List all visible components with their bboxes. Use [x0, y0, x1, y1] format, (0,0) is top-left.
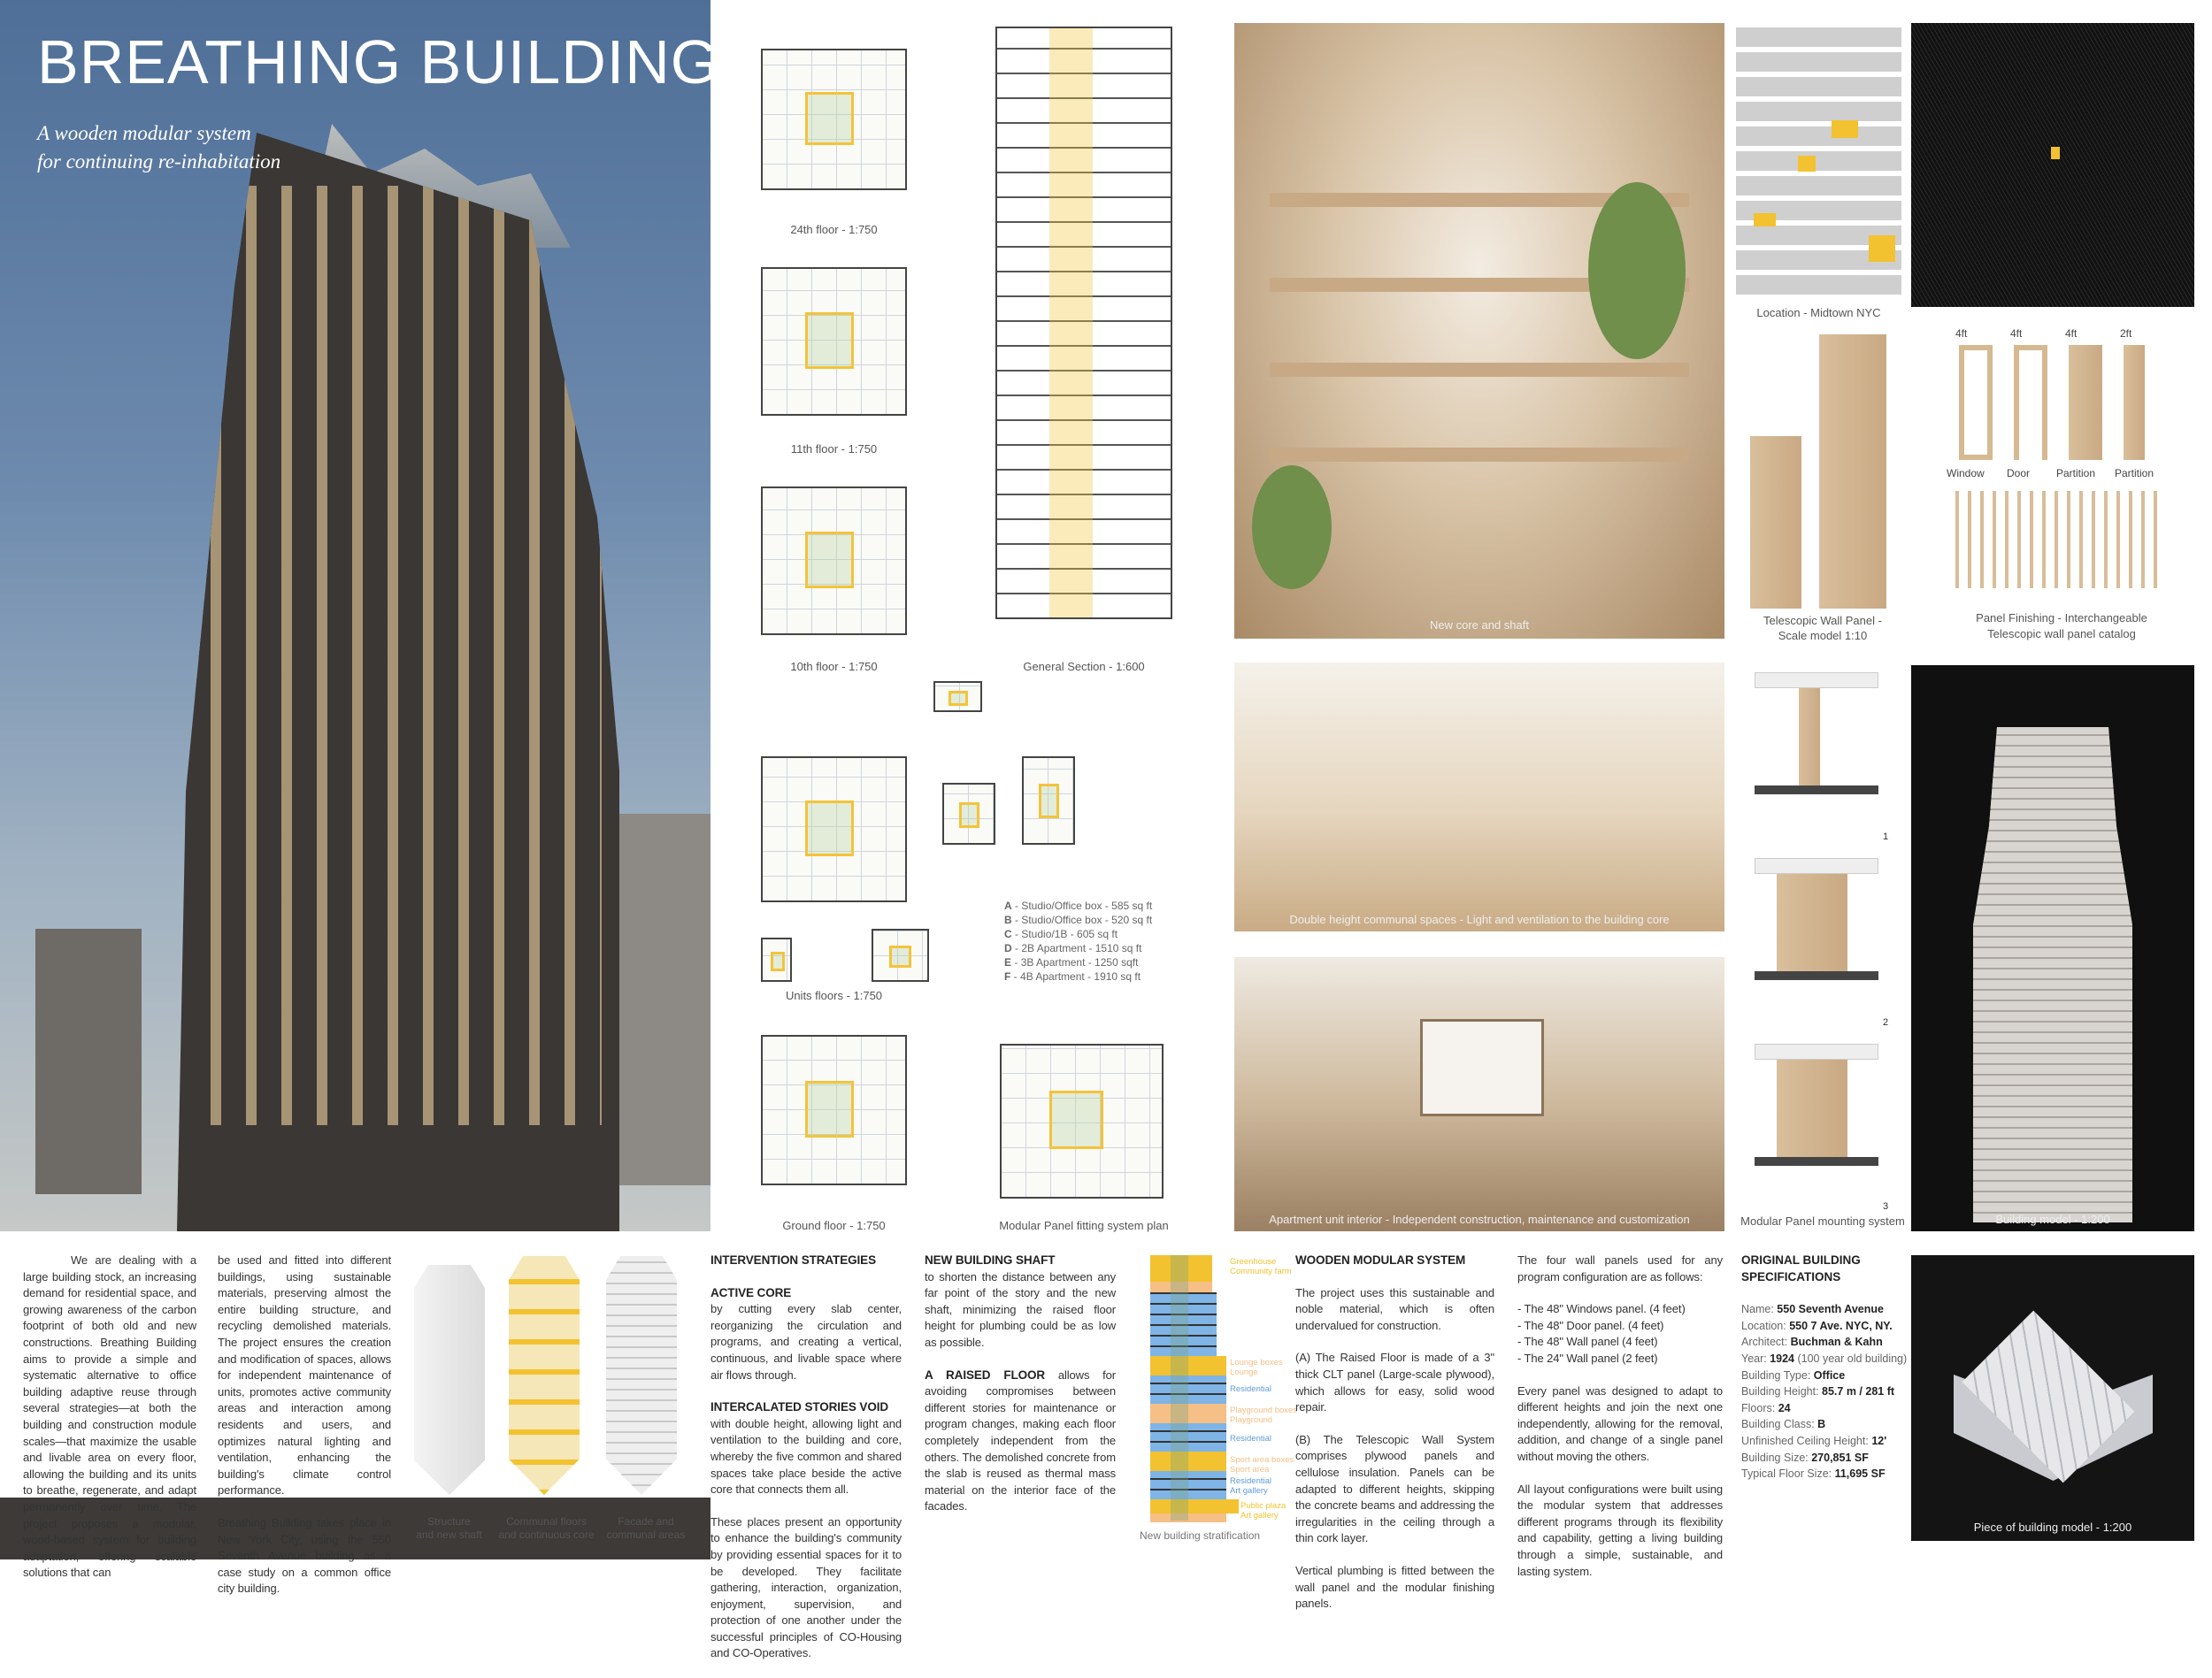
strat-label: Residential [1230, 1384, 1271, 1394]
size-label: 2ft [2120, 327, 2132, 340]
legend-item: E - 3B Apartment - 1250 sqft [1004, 956, 1139, 969]
telescopic-panel-model [1750, 334, 1897, 609]
plan-10th-floor [761, 487, 907, 635]
wooden-system-text: WOODEN MODULAR SYSTEM The project uses this sustainable and noble material, which is often undervalued for construction. (A) The Raised Floor is made of a 3" thick CLT panel (Large-scale plywood), which allows for easy, solid wood repair. (B) The Telescopic Wall System comprises plywood panels and cellulose insulation. Panels can be adapted to different heights, skipping the concrete beams and addressing the irregularities in the ceiling through a thin cork layer. Vertical plumbing is fitted between the wall panel and the modular finishing panels. [1295, 1253, 1494, 1611]
unit-legend [1004, 899, 1152, 984]
legend-item: D - 2B Apartment - 1510 sq ft [1004, 942, 1142, 954]
poster-title: BREATHING BUILDING [37, 27, 720, 96]
diagram-caption: Communal floors and continuous core [498, 1515, 595, 1541]
plan-24th-floor [761, 49, 907, 190]
legend-item: B - Studio/Office box - 520 sq ft [1004, 914, 1153, 926]
plan-caption: 11th floor - 1:750 [790, 442, 878, 456]
intervention-col1: INTERVENTION STRATEGIES ACTIVE CORE by cutting every slab center, reorganizing the circulation and programs, and creating a vertical, continuous, and livable space where air flows through. INTERCALATED STORIES VOID with double height, allowing light and ventilation to the building and core, whereby the five common and shared spaces take place beside the active core that connects them all. These places present an opportunity to enhance the building's community by providing essential spaces for it to be developed. They facilitate gathering, interaction, organization, enjoyment, supervision, and protection of one another under the successful principles of CO-Housing and CO-Operatives. [710, 1253, 902, 1660]
panel-fitting-plan [1000, 1044, 1164, 1199]
window-panel [1959, 345, 1993, 460]
plan-caption: Units floors - 1:750 [785, 989, 883, 1002]
section-caption: General Section - 1:600 [1023, 660, 1145, 673]
spec-item: Building Height: 85.7 m / 281 ft [1741, 1385, 1895, 1398]
tree [1234, 663, 1305, 751]
unit-plan-b [933, 681, 982, 712]
unit-plan-e [942, 783, 995, 845]
size-label: 4ft [2065, 327, 2078, 340]
strategy-heading: ACTIVE CORE [710, 1285, 792, 1299]
strategy-heading: NEW BUILDING SHAFT [925, 1253, 1056, 1267]
hero-photo [0, 0, 720, 1231]
render-caption: New core and shaft [1429, 618, 1529, 632]
spec-item: Location: 550 7 Ave. NYC, NY. [1741, 1319, 1893, 1332]
piece-caption: Piece of building model - 1:200 [1973, 1521, 2132, 1534]
subtitle-line: for continuing re-inhabitation [37, 150, 281, 172]
step-number: 1 [1883, 831, 1889, 842]
spec-item: Building Size: 270,851 SF [1741, 1451, 1869, 1464]
unit-plan-f [1022, 756, 1075, 845]
intro-text-col2: be used and fitted into different buildings, using sustainable materials, preserving almost the entire building structure, and recycling demolished materials. The project ensures the creation and modification of spaces, allows for independent maintenance of units, promotes active community areas and interaction among residents and users, and optimizes natural lighting and ventilation, enhancing the building's climate control performance. Breathing Building takes place in New York City, using the 550 Seventh Avenue building as a case study on a common office city building. [218, 1253, 391, 1596]
mounting-caption: Modular Panel mounting system [1740, 1214, 1905, 1228]
communal-render [1234, 663, 1724, 931]
plan-ground-floor [761, 1035, 907, 1185]
building-piece-model-photo [1911, 1255, 2194, 1541]
tower-building [177, 133, 619, 1231]
panel-label: Partition [2056, 467, 2096, 479]
general-section [995, 27, 1172, 619]
map-caption: Location - Midtown NYC [1756, 306, 1881, 319]
spec-item: Name: 550 Seventh Avenue [1741, 1303, 1884, 1316]
spec-item: Building Class: B [1741, 1418, 1826, 1431]
plan-caption: Ground floor - 1:750 [782, 1219, 886, 1232]
intervention-col2: NEW BUILDING SHAFT to shorten the distance between any far point of the story and the new shaft, minimizing the raised floor height for plumbing could be as low as possible. A RAISED FLOOR allows for avoiding compromises between different stories for maintenance or program changes, making each floor completely independent from the others. The demolished concrete from the slab is reused as thermal mass material on the interior face of the facades. [925, 1253, 1116, 1513]
spec-item: Architect: Buchman & Kahn [1741, 1336, 1883, 1349]
intro-text-col1: We are dealing with a large building stock, an increasing demand for residential space, and growing awareness of the carbon footprint of both old and new constructions. Breathing Building aims to provide a simple and systematic alternative to office building adaptive reuse through several strategies—at both the building and construction module scales—that maximize the usable and livable area on every floor, allowing the building and its units to breathe, regenerate, and adapt permanently over time. The project proposes a modular, wood-based system for building adaptation, offering scalable solutions that can [23, 1253, 196, 1580]
spec-item: Unfinished Ceiling Height: 12' [1741, 1434, 1887, 1447]
location-map [1736, 23, 1901, 300]
neighbor-building [35, 929, 142, 1194]
panel-label: Partition [2115, 467, 2154, 479]
legend-item: A - Studio/Office box - 585 sq ft [1004, 900, 1153, 912]
diagram-communal [509, 1256, 580, 1495]
plan-caption: 24th floor - 1:750 [790, 223, 878, 236]
partition-panel [2069, 345, 2102, 460]
stratification-caption: New building stratification [1140, 1529, 1261, 1542]
building-model-photo [1911, 665, 2194, 1231]
plant [1252, 465, 1332, 589]
model-caption: Building model - 1:200 [1995, 1213, 2110, 1226]
stratification-diagram [1140, 1255, 1299, 1543]
panels-text: The four wall panels used for any program configuration are as follows: - The 48" Windows panel. (4 feet) - The 48" Door panel. (4 feet) - The 48" Wall panel (4 feet) - The 24" Wall panel (2 feet) Every panel was designed to adapt to different heights and join the next one independently, allowing for the removal, addition, and change of a single panel without moving the others. All layout configurations were built using the modular system that addresses different programs through its flexibility and capability, getting a living building through a simple, sustainable, and lasting system. [1517, 1253, 1723, 1578]
door-panel [2014, 345, 2047, 460]
subtitle-line: A wooden modular system [37, 122, 251, 144]
size-label: 4ft [1955, 327, 1968, 340]
atrium-render [1234, 23, 1724, 639]
strat-label: Residential [1230, 1434, 1271, 1444]
apartment-render [1234, 957, 1724, 1231]
panel-mounting-diagram [1741, 672, 1897, 1221]
panel-label: Window [1947, 467, 1985, 479]
unit-plan-e2 [872, 929, 929, 982]
spec-item: Floors: 24 [1741, 1401, 1791, 1414]
plan-caption: 10th floor - 1:750 [790, 660, 878, 673]
window [1420, 1019, 1544, 1116]
diagram-caption: Facade and communal areas [606, 1515, 686, 1541]
diagram-structure [414, 1265, 485, 1495]
specs-heading: ORIGINAL BUILDING SPECIFICATIONS [1741, 1253, 1861, 1283]
strat-label: Sport area boxes Sport area [1230, 1455, 1294, 1475]
catalog-caption: Panel Finishing - Interchangeable Telescopic wall panel catalog [1976, 611, 2147, 640]
plant [1588, 182, 1686, 359]
spec-item: Building Type: Office [1741, 1368, 1846, 1382]
strat-label: Greenhouse Community farm [1230, 1257, 1292, 1276]
poster-subtitle [37, 119, 280, 176]
render-caption: Double height communal spaces - Light and ventilation to the building core [1289, 913, 1670, 926]
panel-catalog [1947, 327, 2177, 619]
strat-label: Lounge boxes Lounge [1230, 1358, 1283, 1377]
strat-label: Public plaza Art gallery [1240, 1501, 1286, 1521]
diagram-facade [606, 1256, 677, 1495]
panel-short [1750, 436, 1801, 609]
plan-units-floor [761, 756, 907, 902]
spec-item: Typical Floor Size: 11,695 SF [1741, 1467, 1886, 1481]
specs [1741, 1253, 1909, 1483]
plan-11th-floor [761, 267, 907, 416]
size-label: 4ft [2010, 327, 2023, 340]
step-number: 3 [1883, 1201, 1889, 1212]
plan-caption: Modular Panel fitting system plan [999, 1219, 1169, 1232]
strat-label: Residential Art gallery [1230, 1476, 1271, 1496]
step-number: 2 [1883, 1017, 1889, 1028]
strategy-heading: A RAISED FLOOR [925, 1368, 1046, 1382]
manhattan-map [1911, 23, 2194, 307]
diagram-caption: Structure and new shaft [416, 1515, 482, 1541]
spec-item: Year: 1924 (100 year old building) [1741, 1352, 1908, 1365]
unit-plan-a [761, 938, 792, 982]
legend-item: F - 4B Apartment - 1910 sq ft [1004, 970, 1141, 983]
panel-tall [1819, 334, 1886, 609]
legend-item: C - Studio/1B - 605 sq ft [1004, 928, 1118, 940]
section-heading: WOODEN MODULAR SYSTEM [1295, 1253, 1466, 1267]
telescopic-caption: Telescopic Wall Panel - Scale model 1:10 [1763, 614, 1882, 642]
finishing-panels [1955, 491, 2159, 588]
section-heading: INTERVENTION STRATEGIES [710, 1253, 876, 1267]
partition-panel-small [2124, 345, 2145, 460]
render-caption: Apartment unit interior - Independent construction, maintenance and customization [1269, 1213, 1690, 1226]
panel-label: Door [2007, 467, 2031, 479]
strat-label: Playground boxes Playground [1230, 1406, 1298, 1425]
strategy-heading: INTERCALATED STORIES VOID [710, 1400, 889, 1414]
